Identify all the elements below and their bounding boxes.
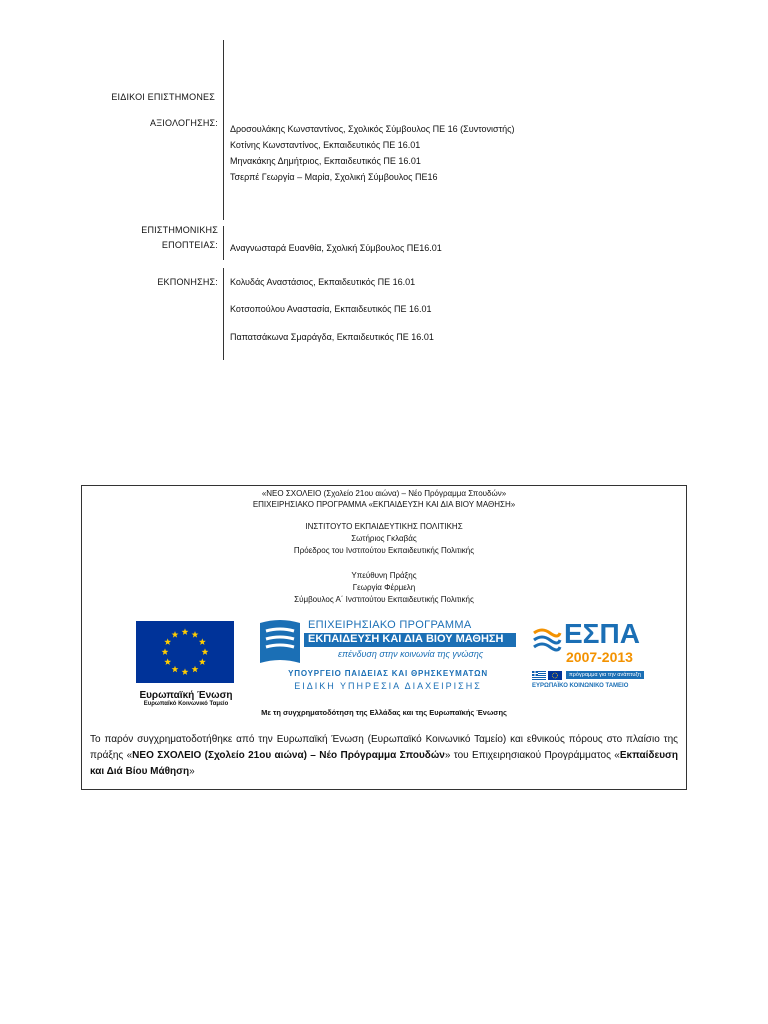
espa-fund: ΕΥΡΩΠΑΪΚΟ ΚΟΙΝΩΝΙΚΟ ΤΑΜΕΙΟ: [532, 683, 629, 689]
divider-line-mid: [223, 226, 224, 260]
supervision-label-line1: ΕΠΙΣΤΗΜΟΝΙΚΗΣ: [141, 225, 218, 235]
funding-program-name: ΝΕΟ ΣΧΟΛΕΙΟ (Σχολείο 21ου αιώνα) – Νέο Πρόγραμμα Σπουδών: [132, 750, 445, 761]
ministry-name: ΥΠΟΥΡΓΕΙΟ ΠΑΙΔΕΙΑΣ ΚΑΙ ΘΡΗΣΚΕΥΜΑΤΩΝ: [288, 669, 488, 678]
funding-op-name: Εκπαίδευση και Διά Βίου Μάθηση: [90, 750, 678, 777]
espa-years: 2007-2013: [566, 649, 633, 665]
eu-small-flag-icon: [548, 671, 562, 680]
funding-statement: [90, 732, 678, 780]
section-title: ΕΙΔΙΚΟΙ ΕΠΙΣΤΗΜΟΝΕΣ: [111, 92, 215, 102]
president-role: Πρόεδρος του Ινστιτούτου Εκπαιδευτικής Πολιτικής: [293, 546, 475, 555]
evaluation-member: Κοτίνης Κωνσταντίνος, Εκπαιδευτικός ΠΕ 16.01: [230, 140, 421, 150]
program-title: «ΝΕΟ ΣΧΟΛΕΙΟ (Σχολείο 21ου αιώνα) – Νέο Πρόγραμμα Σπουδών»: [261, 489, 507, 498]
operational-program-title: ΕΠΙΧΕΙΡΗΣΙΑΚΟ ΠΡΟΓΡΑΜΜΑ «ΕΚΠΑΙΔΕΥΣΗ ΚΑΙ ΔΙΑ ΒΙΟΥ ΜΑΘΗΣΗ»: [252, 500, 516, 509]
responsible-role: Σύμβουλος Α΄ Ινστιτούτου Εκπαιδευτικής Πολιτικής: [294, 595, 474, 604]
evaluation-member: Τσερπέ Γεωργία – Μαρία, Σχολική Σύμβουλος ΠΕ16: [230, 172, 438, 182]
espa-wave-icon: [532, 623, 562, 653]
funding-text: » του Επιχειρησιακού Προγράμματος «: [444, 750, 620, 761]
president-name: Σωτήριος Γκλαβάς: [351, 534, 417, 543]
authoring-member: Κοτσοπούλου Αναστασία, Εκπαιδευτικός ΠΕ 16.01: [230, 304, 432, 314]
espa-logo: [532, 619, 648, 699]
eu-logo: [136, 621, 236, 709]
authoring-member: Παπατσάκωνα Σμαράγδα, Εκπαιδευτικός ΠΕ 16.01: [230, 332, 434, 342]
greek-flag-icon: [532, 671, 546, 680]
responsible-name: Γεωργία Φέρμελη: [352, 583, 416, 592]
espa-motto: πρόγραμμα για την ανάπτυξη: [566, 671, 644, 679]
eu-flag-icon: [136, 621, 234, 683]
authoring-label: ΕΚΠΟΝΗΣΗΣ:: [157, 277, 218, 287]
eu-logo-subtitle: Ευρωπαϊκό Κοινωνικό Ταμείο: [143, 701, 229, 707]
supervision-label-line2: ΕΠΟΠΤΕΙΑΣ:: [161, 240, 218, 250]
supervision-member: Αναγνωσταρά Ευανθία, Σχολική Σύμβουλος ΠΕ16.01: [230, 243, 442, 253]
agency-name: ΕΙΔΙΚΗ ΥΠΗΡΕΣΙΑ ΔΙΑΧΕΙΡΙΣΗΣ: [294, 681, 482, 691]
funding-text: Το παρόν συγχρηματοδοτήθηκε από την Ευρωπαϊκή Ένωση (Ευρωπαϊκό Κοινωνικό Ταμείο) και εθνικούς πόρους στο πλαίσιο της πράξης «: [90, 734, 678, 761]
authoring-member: Κολυδάς Αναστάσιος, Εκπαιδευτικός ΠΕ 16.01: [230, 277, 416, 287]
divider-line-top: [223, 40, 224, 220]
op-logo-slogan: επένδυση στην κοινωνία της γνώσης: [338, 649, 484, 659]
funding-text: »: [189, 766, 195, 777]
op-logo: [258, 619, 520, 699]
divider-line-bottom: [223, 268, 224, 360]
op-logo-line1: ΕΠΙΧΕΙΡΗΣΙΑΚΟ ΠΡΟΓΡΑΜΜΑ: [308, 619, 472, 631]
eu-logo-title: Ευρωπαϊκή Ένωση: [139, 690, 233, 701]
institute-name: ΙΝΣΤΙΤΟΥΤΟ ΕΚΠΑΙΔΕΥΤΙΚΗΣ ΠΟΛΙΤΙΚΗΣ: [305, 522, 463, 531]
cofunding-note: Με τη συγχρηματοδότηση της Ελλάδας και της Ευρωπαϊκής Ένωσης: [261, 708, 507, 717]
espa-title: ΕΣΠΑ: [564, 618, 640, 649]
evaluation-member: Μηνακάκης Δημήτριος, Εκπαιδευτικός ΠΕ 16.01: [230, 156, 421, 166]
op-logo-line2: ΕΚΠΑΙΔΕΥΣΗ ΚΑΙ ΔΙΑ ΒΙΟΥ ΜΑΘΗΣΗ: [308, 633, 504, 645]
evaluation-label: ΑΞΙΟΛΟΓΗΣΗΣ:: [150, 118, 218, 128]
responsible-title: Υπεύθυνη Πράξης: [351, 571, 417, 580]
evaluation-member: Δροσουλάκης Κωνσταντίνος, Σχολικός Σύμβουλος ΠΕ 16 (Συντονιστής): [230, 124, 515, 134]
funding-box: [81, 485, 687, 790]
